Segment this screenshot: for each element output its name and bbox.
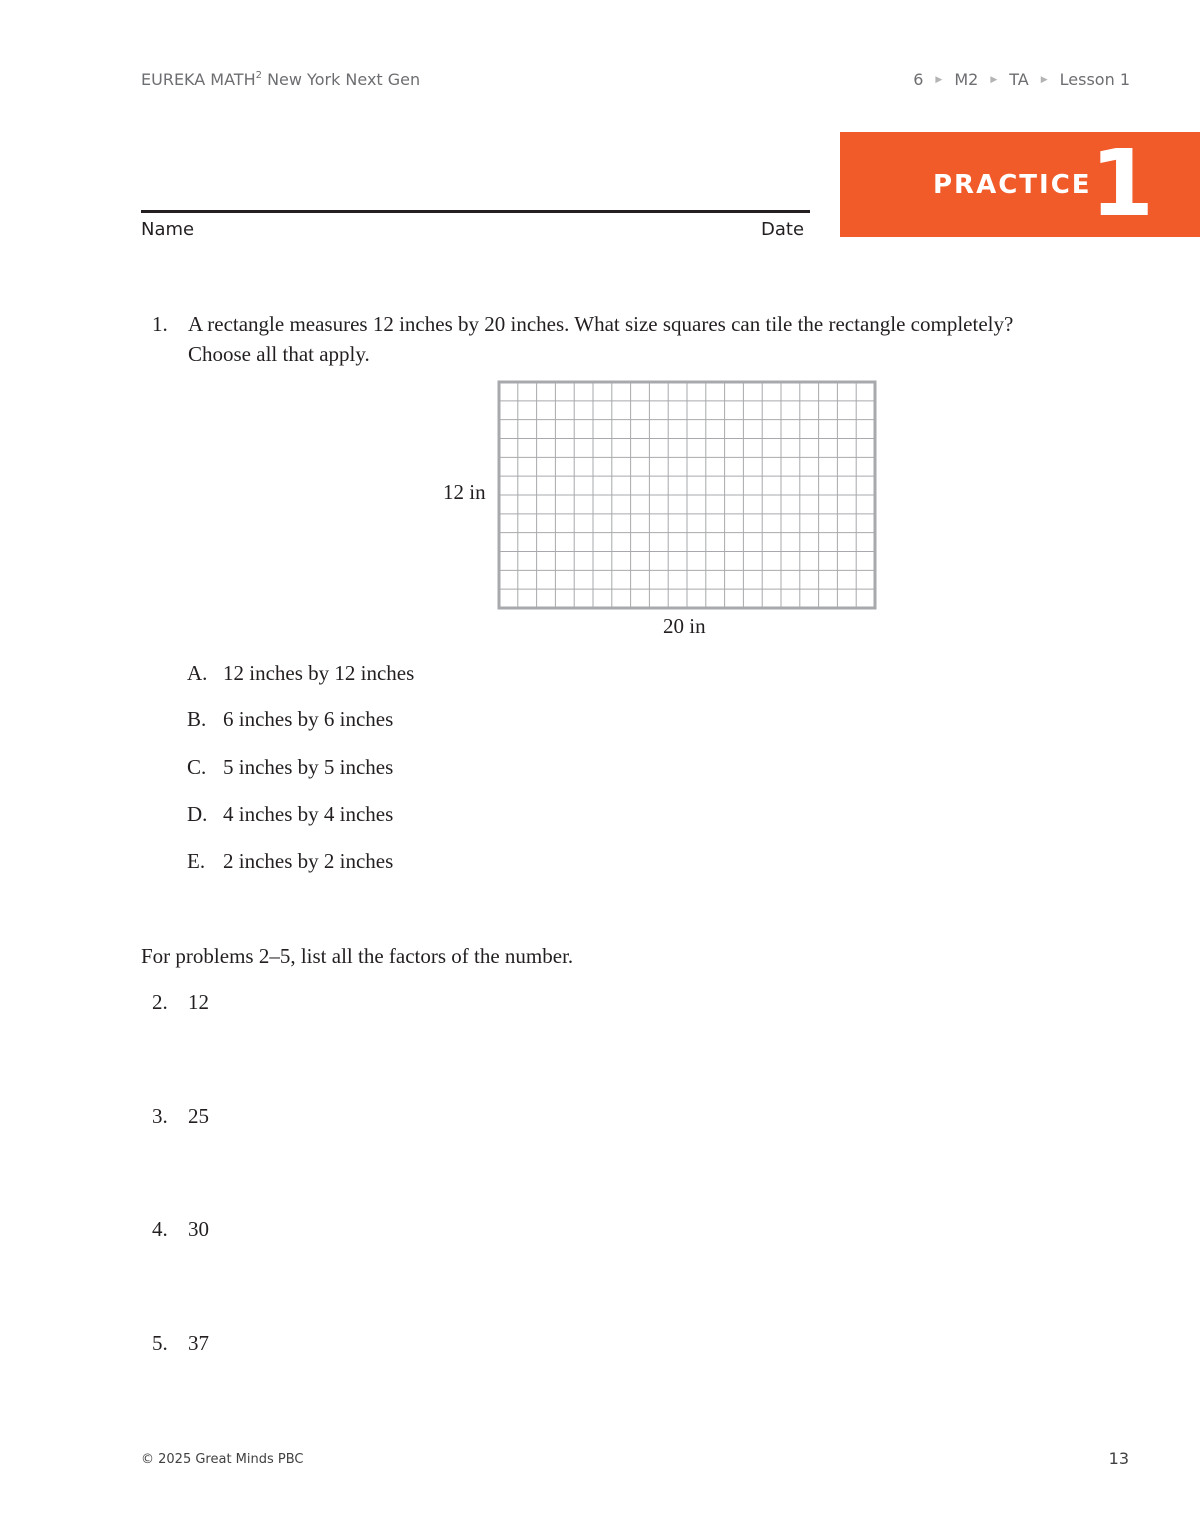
option-d[interactable]	[187, 802, 393, 827]
problem-text: A rectangle measures 12 inches by 20 inches. What size squares can tile the rectangle completely? Choose all that apply.	[188, 312, 1014, 366]
problem-4	[152, 1217, 209, 1242]
breadcrumb	[913, 70, 1130, 89]
problem-3	[152, 1104, 209, 1129]
date-label: Date	[761, 219, 805, 240]
height-label: 12 in	[443, 480, 486, 504]
triangle-right-icon: ▶	[935, 74, 943, 85]
problem-number: 1.	[152, 312, 168, 336]
copyright: © 2025 Great Minds PBC	[141, 1452, 304, 1467]
problem-2	[152, 990, 209, 1015]
option-text: 2 inches by 2 inches	[223, 849, 394, 873]
option-letter: E.	[187, 849, 206, 873]
rectangle-grid-figure	[497, 380, 879, 612]
breadcrumb-grade: 6	[913, 70, 924, 89]
breadcrumb-topic: TA	[1009, 70, 1029, 89]
page-number: 13	[1108, 1449, 1129, 1468]
triangle-right-icon: ▶	[990, 74, 998, 85]
problem-value: 30	[188, 1217, 209, 1241]
practice-banner	[840, 132, 1200, 237]
option-b[interactable]	[187, 707, 393, 732]
problem-number: 5.	[152, 1331, 168, 1355]
option-text: 5 inches by 5 inches	[223, 755, 394, 779]
name-label: Name	[141, 219, 195, 240]
problem-number: 4.	[152, 1217, 168, 1241]
problem-value: 25	[188, 1104, 209, 1128]
width-label: 20 in	[663, 614, 706, 638]
problem-number: 2.	[152, 990, 168, 1014]
problem-5	[152, 1331, 209, 1356]
option-letter: A.	[187, 661, 208, 685]
brand-main: EUREKA MATH	[141, 70, 256, 89]
triangle-right-icon: ▶	[1040, 74, 1048, 85]
problem-number: 3.	[152, 1104, 168, 1128]
option-text: 4 inches by 4 inches	[223, 802, 394, 826]
brand-superscript: 2	[255, 69, 262, 81]
option-letter: D.	[187, 802, 208, 826]
name-date-line[interactable]	[141, 210, 810, 213]
option-letter: C.	[187, 755, 207, 779]
practice-number: 1	[1090, 130, 1155, 237]
breadcrumb-lesson: Lesson 1	[1059, 70, 1130, 89]
brand-subtitle: New York Next Gen	[261, 70, 421, 89]
practice-label: PRACTICE	[933, 170, 1092, 200]
factors-instructions: For problems 2–5, list all the factors of the number.	[141, 944, 574, 968]
problem-value: 12	[188, 990, 209, 1014]
problem-value: 37	[188, 1331, 209, 1355]
option-c[interactable]	[187, 755, 393, 780]
option-a[interactable]	[187, 661, 414, 686]
option-letter: B.	[187, 707, 207, 731]
option-text: 6 inches by 6 inches	[223, 707, 394, 731]
breadcrumb-module: M2	[954, 70, 979, 89]
brand-title	[141, 70, 420, 89]
option-e[interactable]	[187, 849, 393, 874]
option-text: 12 inches by 12 inches	[223, 661, 415, 685]
